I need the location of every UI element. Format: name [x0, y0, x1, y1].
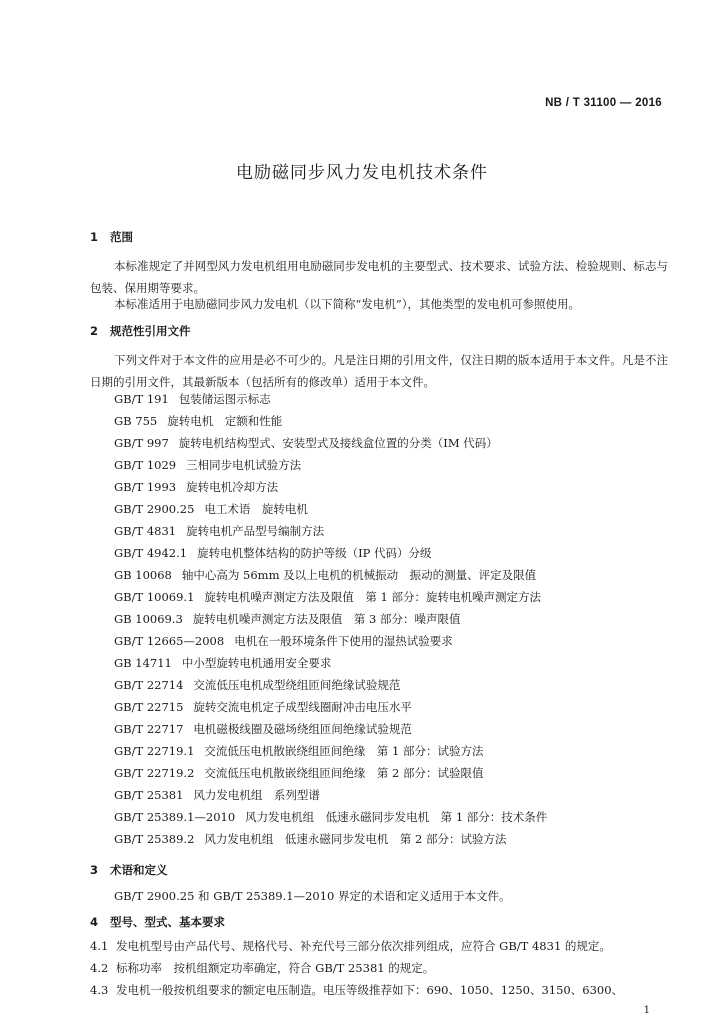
- clause-number: 4.3: [90, 983, 109, 997]
- reference-item: [114, 545, 432, 561]
- page-number: 1: [643, 1005, 650, 1016]
- reference-title: 旋转电机噪声测定方法及限值 第 1 部分：旋转电机噪声测定方法: [204, 590, 542, 604]
- reference-title: 风力发电机组 低速永磁同步发电机 第 2 部分：试验方法: [204, 832, 507, 846]
- reference-item: [114, 809, 547, 825]
- clause-number: 4.2: [90, 961, 109, 975]
- reference-item: [114, 391, 271, 407]
- section-number: 3: [90, 863, 99, 877]
- reference-title: 旋转交流电机定子成型线圈耐冲击电压水平: [193, 700, 412, 714]
- reference-title: 电机磁极线圈及磁场绕组匝间绝缘试验规范: [193, 722, 412, 736]
- reference-code: GB/T 4942.1: [114, 546, 188, 560]
- reference-item: [114, 611, 460, 627]
- reference-title: 轴中心高为 56mm 及以上电机的机械振动 振动的测量、评定及限值: [181, 568, 537, 582]
- reference-code: GB/T 997: [114, 436, 169, 450]
- reference-item: [114, 721, 412, 737]
- section-2-heading: [90, 323, 191, 339]
- reference-title: 旋转电机结构型式、安装型式及接线盒位置的分类（IM 代码）: [178, 436, 498, 450]
- reference-code: GB/T 1029: [114, 458, 177, 472]
- reference-code: GB/T 25389.1—2010: [114, 810, 236, 824]
- reference-item: [114, 479, 278, 495]
- reference-title: 交流低压电机成型绕组匝间绝缘试验规范: [193, 678, 401, 692]
- reference-code: GB/T 191: [114, 392, 169, 406]
- reference-code: GB/T 12665—2008: [114, 634, 225, 648]
- clause-number: 4.1: [90, 939, 109, 953]
- reference-title: 风力发电机组 系列型谱: [193, 788, 320, 802]
- section-1-paragraph-1: 本标准规定了并网型风力发电机组用电励磁同步发电机的主要型式、技术要求、试验方法、检验规则、标志与包装、保用期等要求。: [90, 259, 668, 295]
- section-title: 规范性引用文件: [110, 324, 191, 338]
- clause-text: 标称功率 按机组额定功率确定，符合 GB/T 25381 的规定。: [116, 961, 435, 975]
- reference-item: [114, 743, 484, 759]
- section-1-paragraph-2: 本标准适用于电励磁同步风力发电机（以下简称“发电机”），其他类型的发电机可参照使用。: [114, 297, 581, 311]
- clause-item: [90, 960, 434, 976]
- reference-item: [114, 457, 301, 473]
- reference-code: GB/T 22714: [114, 678, 184, 692]
- section-1-heading: [90, 229, 133, 245]
- standard-code: NB / T 31100 — 2016: [545, 97, 662, 109]
- clause-text: 发电机一般按机组要求的额定电压制造。电压等级推荐如下：690、1050、1250、3150、6300、: [116, 983, 624, 997]
- section-number: 2: [90, 324, 99, 338]
- reference-title: 旋转电机整体结构的防护等级（IP 代码）分级: [197, 546, 432, 560]
- reference-item: [114, 677, 400, 693]
- section-3-heading: [90, 862, 168, 878]
- section-3-paragraph-1: GB/T 2900.25 和 GB/T 25389.1—2010 界定的术语和定义适用于本文件。: [114, 889, 511, 903]
- section-title: 型号、型式、基本要求: [110, 915, 225, 929]
- section-number: 1: [90, 230, 99, 244]
- reference-code: GB/T 25389.2: [114, 832, 195, 846]
- document-title: 电励磁同步风力发电机技术条件: [236, 163, 488, 183]
- reference-code: GB 14711: [114, 656, 172, 670]
- reference-code: GB 10068: [114, 568, 172, 582]
- reference-item: [114, 589, 541, 605]
- clause-item: [90, 938, 611, 954]
- reference-code: GB/T 22717: [114, 722, 184, 736]
- reference-code: GB/T 25381: [114, 788, 184, 802]
- reference-item: [114, 765, 484, 781]
- reference-item: [114, 699, 412, 715]
- reference-code: GB/T 4831: [114, 524, 177, 538]
- reference-code: GB/T 22719.1: [114, 744, 195, 758]
- reference-item: [114, 655, 331, 671]
- reference-title: 旋转电机冷却方法: [186, 480, 279, 494]
- reference-code: GB 10069.3: [114, 612, 183, 626]
- section-title: 术语和定义: [110, 863, 168, 877]
- reference-code: GB 755: [114, 414, 158, 428]
- reference-item: [114, 633, 453, 649]
- reference-item: [114, 501, 308, 517]
- reference-code: GB/T 1993: [114, 480, 177, 494]
- clause-item: [90, 982, 623, 998]
- reference-item: [114, 413, 282, 429]
- reference-item: [114, 831, 507, 847]
- reference-title: 风力发电机组 低速永磁同步发电机 第 1 部分：技术条件: [245, 810, 548, 824]
- reference-title: 旋转电机 定额和性能: [167, 414, 283, 428]
- reference-title: 交流低压电机散嵌绕组匝间绝缘 第 2 部分：试验限值: [204, 766, 484, 780]
- reference-code: GB/T 22715: [114, 700, 184, 714]
- reference-item: [114, 567, 536, 583]
- section-number: 4: [90, 915, 99, 929]
- clause-text: 发电机型号由产品代号、规格代号、补充代号三部分依次排列组成，应符合 GB/T 4831 的规定。: [116, 939, 611, 953]
- reference-item: [114, 787, 320, 803]
- reference-code: GB/T 22719.2: [114, 766, 195, 780]
- section-2-paragraph-1: 下列文件对于本文件的应用是必不可少的。凡是注日期的引用文件，仅注日期的版本适用于本文件。凡是不注日期的引用文件，其最新版本（包括所有的修改单）适用于本文件。: [90, 353, 668, 389]
- reference-title: 三相同步电机试验方法: [186, 458, 302, 472]
- reference-title: 包装储运图示标志: [178, 392, 271, 406]
- reference-title: 旋转电机产品型号编制方法: [186, 524, 325, 538]
- reference-code: GB/T 10069.1: [114, 590, 195, 604]
- reference-item: [114, 523, 324, 539]
- reference-title: 交流低压电机散嵌绕组匝间绝缘 第 1 部分：试验方法: [204, 744, 484, 758]
- reference-item: [114, 435, 498, 451]
- reference-title: 旋转电机噪声测定方法及限值 第 3 部分：噪声限值: [192, 612, 461, 626]
- reference-code: GB/T 2900.25: [114, 502, 195, 516]
- section-4-heading: [90, 914, 225, 930]
- reference-title: 电机在一般环境条件下使用的湿热试验要求: [234, 634, 453, 648]
- reference-title: 电工术语 旋转电机: [204, 502, 308, 516]
- reference-title: 中小型旋转电机通用安全要求: [181, 656, 332, 670]
- section-title: 范围: [110, 230, 133, 244]
